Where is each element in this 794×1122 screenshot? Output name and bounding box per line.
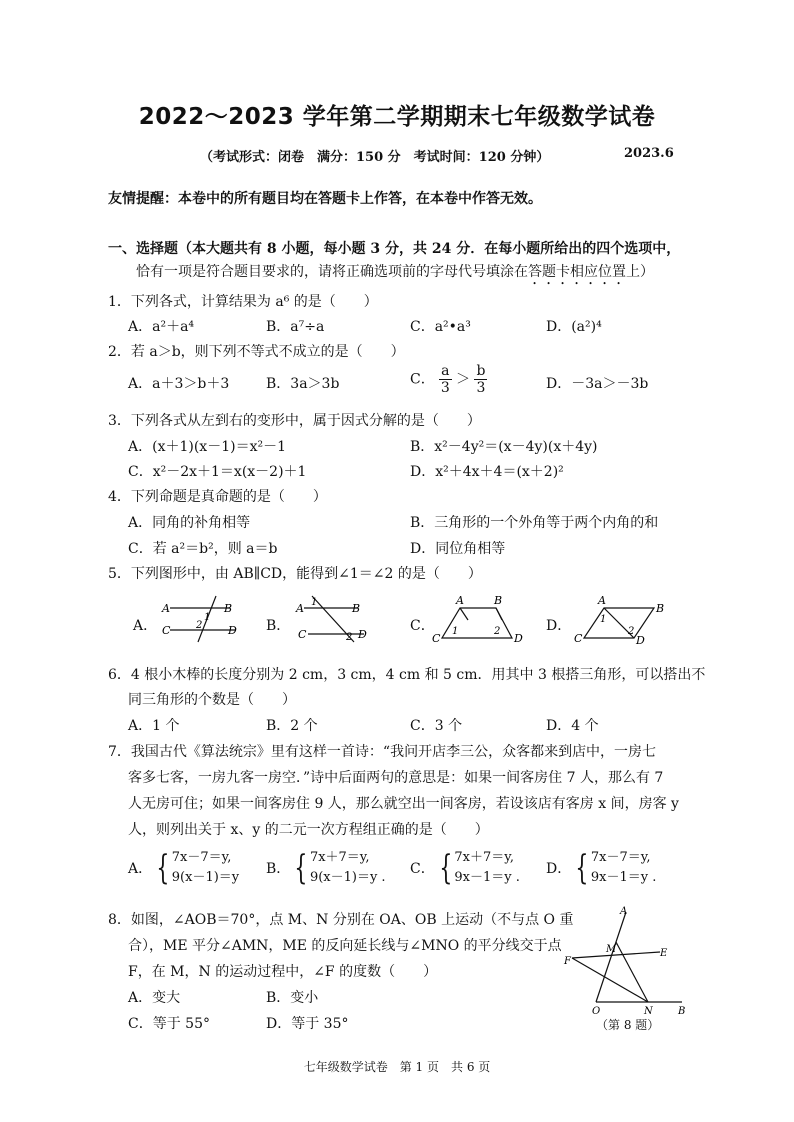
question-7-stem-line4: 人，则列出关于 x、y 的二元一次方程组正确的是（ ） (128, 822, 489, 838)
fig8-label-f: F (564, 956, 571, 967)
q2-option-d: D．－3a＞－3b (546, 376, 649, 392)
fig-c-label-d: D (514, 632, 523, 645)
q7-c-system (454, 848, 519, 888)
q7-option-a (128, 848, 239, 888)
q1-option-c: C．a²•a³ (410, 319, 471, 335)
fig-d-label-c: C (574, 632, 583, 645)
q7-b-eq2: 9(x－1)＝y . (309, 870, 386, 885)
q8-option-b: B．变小 (266, 990, 319, 1006)
section-heading (108, 238, 680, 258)
q5-option-d: D． (546, 618, 572, 634)
q7-a-eq2: 9(x－1)＝y (171, 870, 240, 885)
fig-b-label-b: B (352, 602, 361, 615)
fig8-label-m: M (606, 944, 617, 955)
q6-option-b: B．2 个 (266, 718, 318, 734)
q5-figure-d (570, 594, 670, 647)
q5-figure-a (160, 594, 250, 644)
q5-figure-b (294, 594, 384, 644)
fig-c-label-c: C (432, 632, 441, 645)
q6-option-a: A．1 个 (128, 718, 180, 734)
brace-icon: { (439, 848, 453, 888)
q1-option-b: B．a⁷÷a (266, 319, 325, 335)
question-5-stem: 5．下列图形中，由 AB∥CD，能得到∠1＝∠2 的是（ ） (108, 566, 482, 582)
question-3-stem: 3．下列各式从左到右的变形中，属于因式分解的是（ ） (108, 413, 481, 429)
q5-option-a: A． (133, 618, 158, 634)
q2-option-b: B．3a＞3b (266, 376, 340, 392)
section-text-emph: 答题卡相应位置 (528, 264, 626, 280)
question-8-stem-line3: F，在 M，N 的运动过程中，∠F 的度数（ ） (128, 964, 438, 980)
frac-num-b: b (476, 363, 486, 379)
fig-a-angle-2: 2 (196, 620, 203, 631)
fig-d-label-a: A (598, 594, 606, 607)
page-title: 2022～2023 学年第二学期期末七年级数学试卷 (138, 104, 656, 130)
q7-d-system (591, 848, 656, 888)
fraction-a-over-3 (439, 363, 451, 396)
q7-d-eq1: 7x－7＝y, (590, 850, 651, 865)
frac-num-a: a (441, 363, 450, 379)
fig-c-angle-2: 2 (494, 626, 501, 637)
section-heading-line2 (136, 261, 654, 288)
question-7-stem-line3: 人无房可住；如果一间客房住 9 人，那么就空出一间客房，若设该店有客房 x 间，房客 y (128, 796, 679, 812)
fig-d-label-b: B (656, 602, 665, 615)
fig-d-angle-1: 1 (600, 614, 607, 625)
q4-option-a: A．同角的补角相等 (128, 515, 251, 531)
brace-icon: { (575, 848, 589, 888)
q1-option-d: D．(a²)⁴ (546, 319, 602, 335)
fig-a-label-b: B (224, 602, 233, 615)
fig-d-label-d: D (636, 634, 645, 647)
q8-option-a: A．变大 (128, 990, 181, 1006)
q6-option-c: C．3 个 (410, 718, 463, 734)
fig-c-label-a: A (456, 594, 464, 607)
fig-c-angle-1: 1 (452, 626, 459, 637)
question-6-stem-line1: 6．4 根小木棒的长度分别为 2 cm，3 cm，4 cm 和 5 cm．用其中 3 根搭三角形，可以搭出不 (108, 667, 706, 683)
q2-option-c-label: C． (410, 371, 435, 388)
section-text-c: 上） (626, 264, 654, 280)
fig8-label-o: O (592, 1006, 601, 1017)
q1-option-a: A．a²＋a⁴ (128, 319, 195, 335)
q3-option-c: C．x²－2x＋1＝x(x－2)＋1 (128, 464, 307, 480)
q8-option-c: C．等于 55° (128, 1016, 210, 1032)
q7-a-system (172, 848, 239, 888)
q3-option-a: A．(x＋1)(x－1)＝x²－1 (128, 439, 286, 455)
q7-option-b (266, 848, 386, 888)
q7-d-label: D． (546, 861, 572, 877)
fig-d-angle-2: 2 (628, 626, 635, 637)
fig-b-angle-1: 1 (311, 597, 318, 608)
question-8-stem-line1: 8．如图，∠AOB＝70°，点 M、N 分别在 OA、OB 上运动（不与点 O 重 (108, 912, 574, 928)
section-text-a: 恰有一项是符合题目要求的，请将正确选项前的字母代号填涂在 (136, 264, 528, 280)
frac-den: 3 (476, 380, 486, 396)
question-8-stem-line2: 合），ME 平分∠AMN，ME 的反向延长线与∠MNO 的平分线交于点 (128, 938, 562, 954)
section-heading-line1: 一、选择题（本大题共有 8 小题，每小题 3 分，共 24 分．在每小题所给出的四个选项中， (108, 241, 681, 257)
brace-icon: { (294, 848, 308, 888)
q7-option-c (410, 848, 520, 888)
question-7-stem-line1: 7．我国古代《算法统宗》里有这样一首诗：“我问开店李三公，众客都来到店中，一房七 (108, 744, 657, 760)
q2-option-a: A．a＋3＞b＋3 (128, 376, 230, 392)
question-1-stem: 1．下列各式，计算结果为 a⁶ 的是（ ） (108, 294, 378, 310)
frac-den: 3 (440, 380, 450, 396)
fig-c-label-b: B (494, 594, 503, 607)
q4-option-c: C．若 a²＝b²，则 a＝b (128, 541, 278, 557)
question-6-stem-line2: 同三角形的个数是（ ） (128, 692, 296, 708)
question-7-stem-line2: 客多七客，一房九客一房空．”诗中后面两句的意思是：如果一间客房住 7 人，那么有 7 (128, 770, 664, 786)
question-4-stem: 4．下列命题是真命题的是（ ） (108, 489, 327, 505)
fig8-label-b: B (678, 1006, 686, 1017)
q5-figure-c (432, 594, 532, 644)
exam-date: 2023.6 (624, 146, 674, 161)
brace-icon: { (156, 848, 170, 888)
q8-option-d: D．等于 35° (266, 1016, 349, 1032)
fig-a-label-a: A (162, 602, 170, 615)
q6-option-d: D．4 个 (546, 718, 599, 734)
fraction-b-over-3 (474, 363, 487, 396)
exam-info: （考试形式：闭卷 满分：150 分 考试时间：120 分钟） (200, 150, 550, 165)
reminder: 友情提醒：本卷中的所有题目均在答题卡上作答，在本卷中作答无效。 (108, 191, 542, 207)
page-footer: 七年级数学试卷 第 1 页 共 6 页 (303, 1060, 491, 1074)
question-2-stem: 2．若 a＞b，则下列不等式不成立的是（ ） (108, 344, 405, 360)
fig-a-label-d: D (228, 624, 237, 637)
fig8-label-n: N (644, 1006, 653, 1017)
q5-option-c: C． (410, 618, 435, 634)
fig-a-angle-1: 1 (204, 612, 211, 623)
q7-b-system (310, 848, 386, 888)
fig8-label-a: A (620, 906, 628, 917)
q3-option-b: B．x²－4y²＝(x－4y)(x＋4y) (410, 439, 598, 455)
q7-c-eq1: 7x＋7＝y, (454, 850, 514, 865)
fig8-label-e: E (660, 948, 668, 959)
q2-option-c (410, 363, 487, 396)
fig-b-label-d: D (358, 628, 367, 641)
fig-b-angle-2: 2 (346, 632, 353, 643)
q7-d-eq2: 9x－1＝y . (590, 870, 657, 885)
q3-option-d: D．x²＋4x＋4＝(x＋2)² (410, 464, 564, 480)
q7-c-label: C． (410, 861, 435, 877)
q5-option-b: B． (266, 618, 291, 634)
fig-b-label-a: A (296, 602, 304, 615)
q4-option-b: B．三角形的一个外角等于两个内角的和 (410, 515, 659, 531)
q4-option-d: D．同位角相等 (410, 541, 506, 557)
q7-b-label: B． (266, 861, 291, 877)
greater-than: ＞ (455, 371, 470, 388)
fig-b-label-c: C (298, 628, 307, 641)
q7-option-d (546, 848, 656, 888)
q7-c-eq2: 9x－1＝y . (454, 870, 520, 885)
q8-figure-caption: （第 8 题） (596, 1018, 660, 1032)
q7-a-eq1: 7x－7＝y, (171, 850, 232, 865)
fig-a-label-c: C (162, 624, 171, 637)
q7-b-eq1: 7x＋7＝y, (309, 850, 370, 865)
q7-a-label: A． (128, 861, 153, 877)
